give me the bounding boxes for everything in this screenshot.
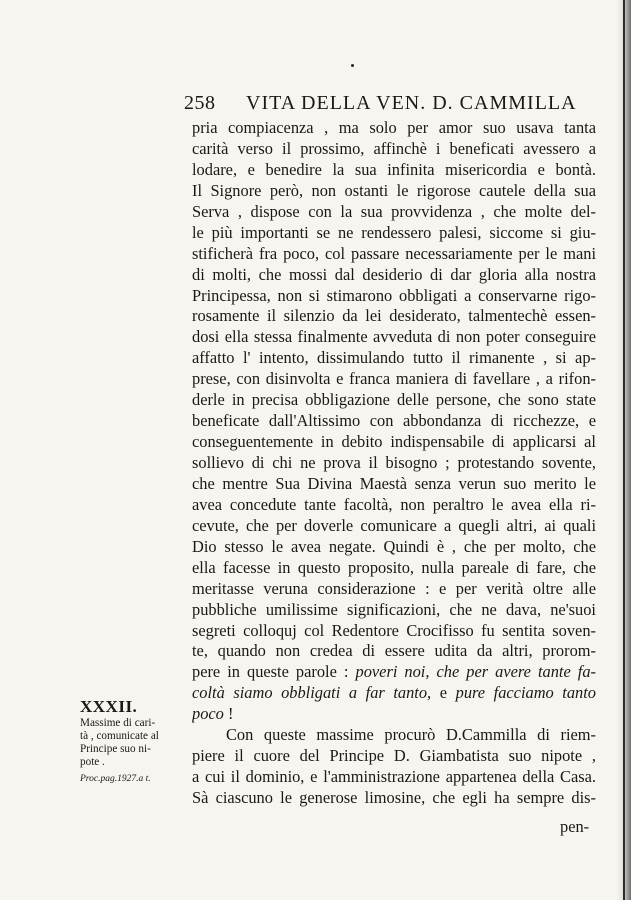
text-line: di molti, che mossi dal desiderio di dar gloria alla nostra <box>192 264 596 284</box>
margin-note <box>80 697 186 786</box>
text-line: lodare, e benedire la sua infinita misericordia e bontà. <box>192 159 596 179</box>
text-line: rosamente il silenzio da lei desiderato, talmentechè essen- <box>192 306 596 326</box>
text-line: prese, con disinvolta e franca maniera di favellare , a rifon- <box>192 369 596 389</box>
text-line: ella facesse in questo proposito, nulla pareale di fare, che <box>192 557 596 577</box>
paragraph-line: Sà ciascuno le generose limosine, che egli ha sempre dis- <box>192 788 596 807</box>
quote-roman: e <box>431 683 456 703</box>
text-line: le più importanti se ne rendessero palesi, siccome si giu- <box>192 222 596 242</box>
text-line: derle in precisa obbligazione delle persone, che sono state <box>192 390 596 410</box>
quote-roman: ! <box>223 704 234 724</box>
body-text <box>192 118 596 809</box>
text-line: stificherà fra poco, col passare necessariamente per le mani <box>192 243 596 263</box>
text-line: affatto l' intento, dissimulando tutto il rimanente , si ap- <box>192 348 596 368</box>
text-line: Principessa, non si stimarono obbligati a conservarne rigo- <box>192 285 596 305</box>
margin-note-line: pote . <box>80 756 105 768</box>
running-title: VITA DELLA VEN. D. CAMMILLA <box>246 92 577 114</box>
paragraph-line: piere il cuore del Principe D. Giambatista suo nipote , <box>192 746 596 766</box>
quote-italic: coltà siamo obbligati a far tanto, <box>192 683 432 703</box>
text-line: beneficate dall'Altissimo con abbondanza di ricchezze, e <box>192 411 596 431</box>
text-line: cevute, che per doverle comunicare a quegli altri, ai quali <box>192 515 596 535</box>
page-number: 258 <box>184 92 216 114</box>
text-line: pubbliche umilissime significazioni, che ne dava, ne'suoi <box>192 599 596 619</box>
quote-line <box>192 683 596 704</box>
text-line: pere in queste parole : <box>192 662 349 682</box>
paragraph-line: a cui il dominio, e l'amministrazione appartenea della Casa. <box>192 767 596 787</box>
text-line: te, quando non credea di essere udita da altri, prorom- <box>192 641 596 661</box>
catchword: pen- <box>560 817 590 836</box>
quote-italic: poco <box>192 704 224 724</box>
quote-italic: poveri noi, che per avere tante fa- <box>355 662 596 682</box>
quote-italic: pure facciamo tanto <box>455 683 596 703</box>
text-line: carità verso il prossimo, affinchè i beneficati avessero a <box>192 138 596 158</box>
text-line: meritasse veruna considerazione : e per verità oltre alle <box>192 578 596 598</box>
text-line: Serva , dispose con la sua provvidenza , che molte del- <box>192 201 596 221</box>
text-line: Il Signore però, non ostanti le rigorose cautele della sua <box>192 180 596 200</box>
text-line: avea concedute tante facoltà, non peraltro le avea ella ri- <box>192 494 596 514</box>
paragraph-line: Con queste massime procurò D.Cammilla di riem- <box>226 725 596 745</box>
text-line: che mentre Sua Divina Maestà senza verun suo merito le <box>192 473 596 493</box>
gutter-edge <box>623 0 625 900</box>
text-line: Dio stesso le avea negate. Quindi è , che per molto, che <box>192 536 596 556</box>
text-line-with-quote <box>192 662 596 683</box>
margin-note-line: Principe suo ni- <box>80 743 151 755</box>
running-header <box>184 92 594 118</box>
text-line: sollievo di chi ne prova il bisogno ; protestando sovente, <box>192 453 596 472</box>
text-line: segreti colloquj col Redentore Crocifisso fu sentita soven- <box>192 620 596 640</box>
ink-speck <box>351 64 354 67</box>
margin-note-line: Massime di cari- <box>80 717 156 729</box>
margin-note-line: tà , comunicate al <box>80 730 159 742</box>
quote-line <box>192 704 596 725</box>
process-reference: Proc.pag.1927.a t. <box>80 774 151 784</box>
text-line: pria compiacenza , ma solo per amor suo usava tanta <box>192 118 596 137</box>
text-line: conseguentemente in debito indispensabile di applicarsi al <box>192 432 596 452</box>
section-numeral: XXXII. <box>80 697 138 716</box>
text-line: dosi ella stessa finalmente avveduta di non poter conseguire <box>192 327 596 347</box>
